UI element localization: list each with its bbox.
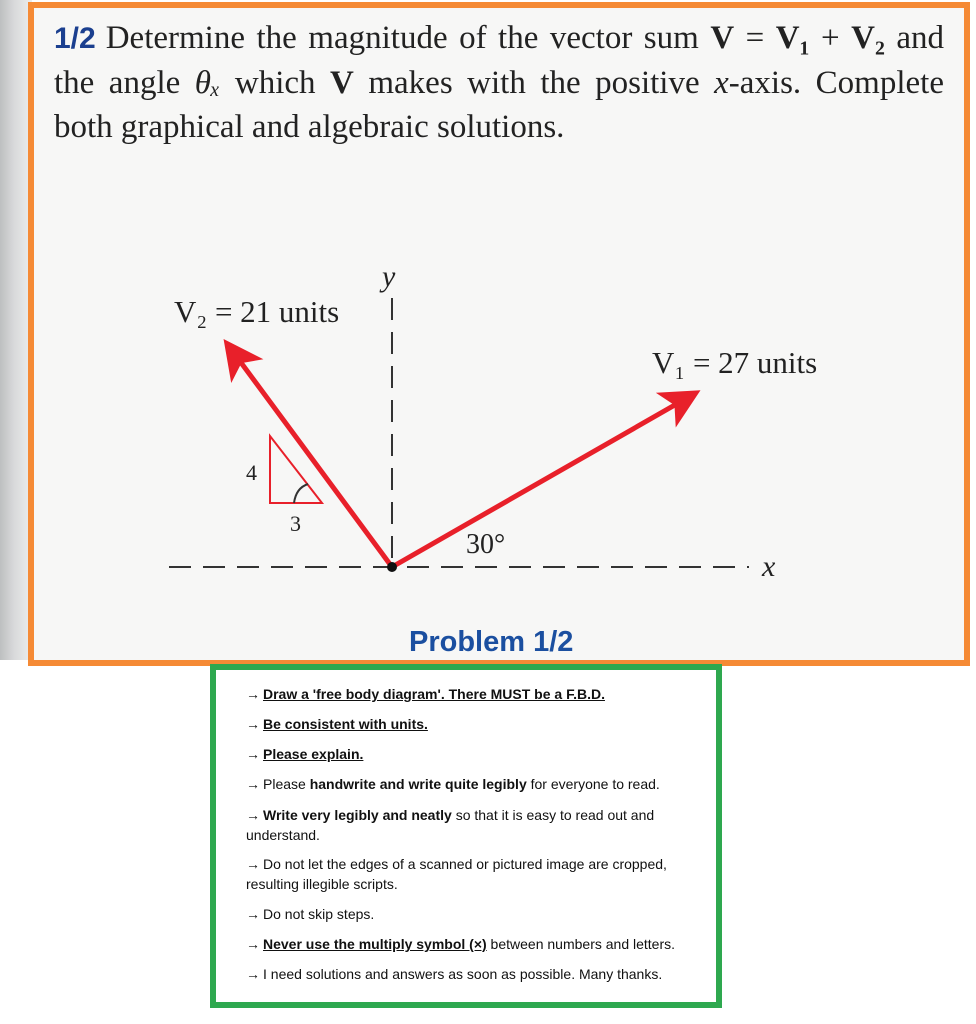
arrow-icon: → bbox=[246, 686, 260, 702]
origin-point bbox=[387, 562, 397, 572]
v2-magnitude-label: V₂ = 21 units bbox=[174, 294, 340, 329]
arrow-icon: → bbox=[246, 807, 260, 823]
v1-magnitude-label: V₁ = 27 units bbox=[652, 345, 818, 380]
arrow-icon: → bbox=[246, 746, 260, 762]
instructions-panel bbox=[210, 664, 722, 1008]
problem-number: 1/2 bbox=[54, 22, 96, 55]
symbol-v1: V₁ bbox=[775, 20, 810, 56]
arrow-icon: → bbox=[246, 936, 260, 952]
angle-30-label: 30° bbox=[466, 529, 506, 560]
note-multiply bbox=[246, 934, 696, 954]
statement-text-5: -axis. Complete both graphical and algebraic solutions. bbox=[54, 65, 944, 145]
arrow-icon: → bbox=[246, 966, 260, 982]
statement-plus: + bbox=[809, 20, 852, 56]
slope-angle-arc bbox=[294, 484, 308, 503]
note-handwrite-b: handwrite and write quite legibly bbox=[309, 776, 527, 792]
statement-text-1: Determine the magnitude of the vector sum bbox=[105, 20, 711, 56]
symbol-x: x bbox=[714, 65, 729, 101]
symbol-v: V bbox=[710, 20, 735, 56]
note-handwrite bbox=[246, 774, 696, 794]
symbol-theta-x: θₓ bbox=[194, 65, 221, 101]
note-fbd-text: Draw a 'free body diagram'. There MUST be a F.B.D. bbox=[263, 686, 605, 702]
note-fbd bbox=[246, 684, 696, 704]
slope-run-label: 3 bbox=[290, 511, 301, 536]
x-axis-label: x bbox=[762, 550, 776, 583]
note-steps-text: Do not skip steps. bbox=[263, 906, 375, 922]
problem-panel bbox=[28, 2, 970, 666]
vector-diagram bbox=[34, 8, 964, 660]
slope-rise-label: 4 bbox=[246, 460, 257, 485]
arrow-icon: → bbox=[246, 856, 260, 872]
vector-v2-arrow bbox=[228, 345, 392, 567]
vector-v1-arrow bbox=[392, 394, 694, 567]
note-handwrite-c: for everyone to read. bbox=[526, 776, 660, 792]
symbol-v2: V₂ bbox=[851, 20, 885, 56]
arrow-icon: → bbox=[246, 716, 260, 732]
note-handwrite-a: Please bbox=[263, 776, 310, 792]
note-units-text: Be consistent with units. bbox=[263, 716, 428, 732]
y-axis-label: y bbox=[382, 260, 396, 293]
arrow-icon: → bbox=[246, 906, 260, 922]
statement-text-3: which bbox=[220, 65, 331, 101]
statement-text-2: and the angle bbox=[54, 20, 944, 101]
note-cropping-text: Do not let the edges of a scanned or pictured image are cropped, resulting illegible scripts. bbox=[246, 856, 667, 892]
note-explain bbox=[246, 744, 696, 764]
statement-equals: = bbox=[734, 20, 776, 56]
symbol-v-again: V bbox=[330, 65, 354, 101]
arrow-icon: → bbox=[246, 776, 260, 792]
problem-caption: Problem 1/2 bbox=[409, 626, 574, 658]
note-asap-text: I need solutions and answers as soon as possible. Many thanks. bbox=[263, 966, 663, 982]
note-asap bbox=[246, 964, 696, 984]
note-cropping bbox=[246, 854, 696, 894]
note-legible-b: so that it is easy to read out and understand. bbox=[246, 807, 655, 843]
note-units bbox=[246, 714, 696, 734]
note-multiply-a: Never use the multiply symbol (×) bbox=[263, 936, 487, 952]
note-explain-text: Please explain. bbox=[263, 746, 364, 762]
note-steps bbox=[246, 904, 696, 924]
note-multiply-b: between numbers and letters. bbox=[486, 936, 676, 952]
note-legible-a: Write very legibly and neatly bbox=[263, 807, 452, 823]
note-legible bbox=[246, 805, 696, 845]
statement-text-4: makes with the positive bbox=[353, 65, 715, 101]
